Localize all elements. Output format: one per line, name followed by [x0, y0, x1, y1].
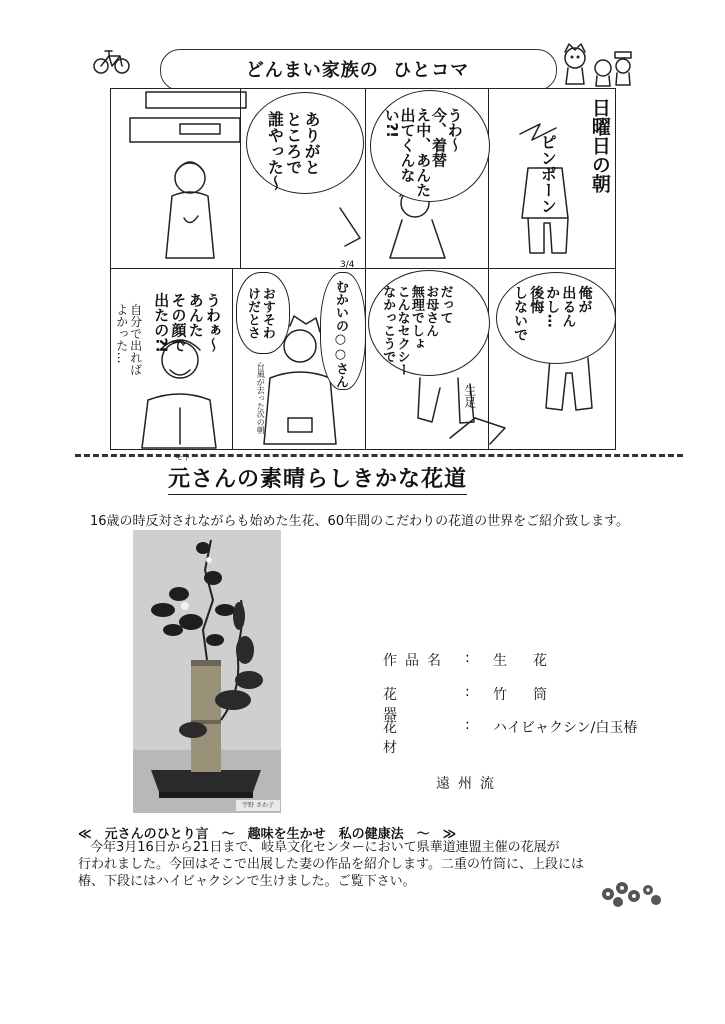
panel7-note: 自分で出れば よかった… — [114, 303, 143, 376]
school-name: 遠州流 — [436, 776, 502, 792]
detail-label: 花器 — [383, 687, 427, 723]
detail-separator: : — [465, 717, 471, 733]
page-title: どんまい家族の ひとコマ — [245, 60, 470, 81]
panel7-dialogue: うわぁ〜 あんた その顔で 出たの?! — [152, 292, 222, 353]
panel6-dialogue-a: おすそわ けだとさ — [244, 287, 275, 340]
panel6-dialogue-b: むかいの○○さん — [332, 280, 348, 388]
detail-label: 花材 — [383, 720, 427, 756]
section-title: 元さんの素晴らしきかな花道 — [168, 462, 467, 493]
detail-label: 作品名 — [383, 653, 449, 669]
panel5-dialogue: だって お母さん 無理でしょ こんなセクシー なかっこうで — [380, 285, 453, 377]
detail-value: 生 花 — [493, 653, 553, 669]
panel1-sfx: ピンポーン — [538, 134, 558, 214]
panel6-number: 3/4 — [340, 260, 355, 270]
mascot-characters-icon — [555, 38, 635, 88]
comment-line: 椿、下段にはハイビャクシンで生けました。ご覧下さい。 — [78, 874, 416, 889]
panel6-small-note: 台風が去った次の朝 — [256, 362, 266, 434]
comment-line: 今年3月16日から21日まで、岐阜文化センターにおいて県華道連盟主催の花展が — [90, 840, 560, 855]
panel5-note: 生足 — [462, 384, 477, 408]
comment-line: 行われました。今回はそこで出展した妻の作品を紹介します。二重の竹筒に、上段には — [78, 857, 584, 872]
panel2-dialogue: うわ〜 今、着替 え中、あんた 出てくんな い?! — [382, 107, 464, 198]
panel3-dialogue: ありがと ところで 誰やった〜 — [265, 111, 322, 192]
title-furigana: モト — [175, 453, 191, 462]
photo-nameplate: 宇野 さわ子 — [236, 800, 280, 811]
panel4-dialogue: 俺が 出るん かし… 後悔 しないで — [512, 285, 593, 342]
detail-separator: : — [465, 684, 471, 700]
ikebana-photo — [133, 530, 281, 813]
detail-row-material — [383, 717, 637, 757]
flower-decoration-icon — [596, 876, 666, 910]
detail-value: 竹 筒 — [493, 687, 553, 703]
section-divider — [75, 454, 683, 457]
detail-value: ハイビャクシン/白玉椿 — [493, 720, 638, 736]
comment-heading: ≪ 元さんのひとり言 〜 趣味を生かせ 私の健康法 〜 ≫ — [78, 827, 457, 842]
detail-row-title — [383, 650, 553, 670]
bicycle-icon — [92, 45, 132, 75]
panel1-title: 日曜日の朝 — [588, 98, 611, 193]
intro-text: 16歳の時反対されながらも始めた生花、60年間のこだわりの花道の世界をご紹介致します。 — [90, 514, 630, 529]
detail-separator: : — [465, 650, 471, 666]
